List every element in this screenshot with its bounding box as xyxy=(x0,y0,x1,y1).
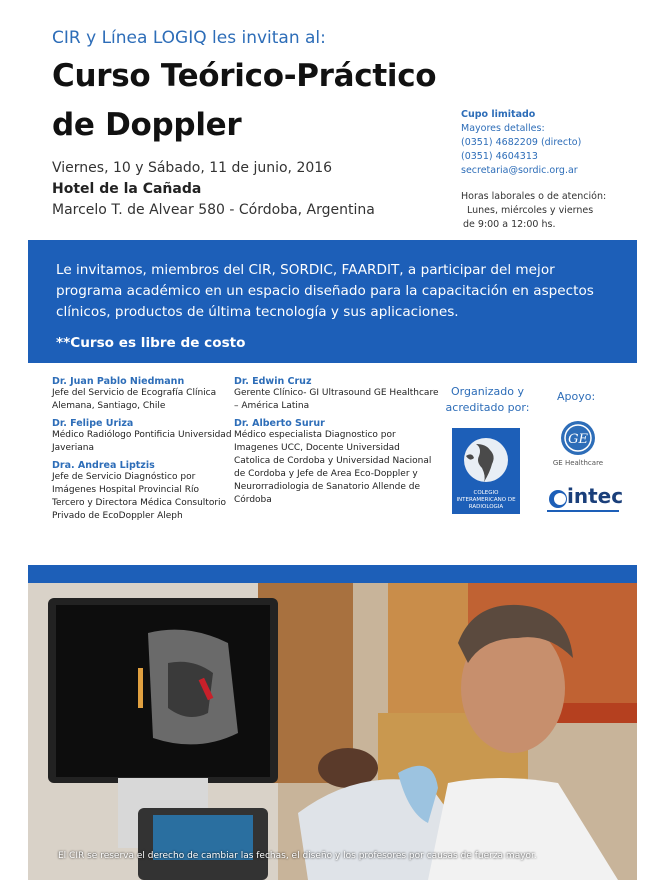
speaker xyxy=(52,376,232,413)
colegio-logo xyxy=(452,428,520,514)
invitation-banner xyxy=(28,240,637,363)
intec-logo xyxy=(547,484,624,518)
ultrasound-photo xyxy=(28,583,637,880)
speakers-column-1 xyxy=(52,376,232,528)
intec-wordmark: intec xyxy=(567,484,624,508)
speaker-name: Dr. Edwin Cruz xyxy=(234,376,312,387)
hours-label: Horas laborales o de atención: xyxy=(461,191,607,202)
speaker xyxy=(234,376,439,413)
ge-monogram-icon xyxy=(560,420,596,456)
contact-block xyxy=(461,108,656,178)
event-address: Marcelo T. de Alvear 580 - Córdoba, Argentina xyxy=(52,202,375,218)
hours-time: de 9:00 a 12:00 hs. xyxy=(463,219,556,230)
invite-line: CIR y Línea LOGIQ les invitan al: xyxy=(52,28,326,48)
disclaimer-text: El CIR se reserva el derecho de cambiar las fechas, el diseño y los profesores por causas de fuerza mayor. xyxy=(58,851,537,861)
speaker-name: Dr. Felipe Uriza xyxy=(52,418,134,429)
office-hours xyxy=(461,190,656,232)
contact-heading: Cupo limitado xyxy=(461,109,536,120)
speaker-name: Dr. Alberto Surur xyxy=(234,418,325,429)
event-date: Viernes, 10 y Sábado, 11 de junio, 2016 xyxy=(52,160,333,176)
speaker-name: Dr. Juan Pablo Niedmann xyxy=(52,376,185,387)
hours-days: Lunes, miércoles y viernes xyxy=(467,205,594,216)
speaker-name: Dra. Andrea Liptzis xyxy=(52,460,155,471)
bottom-divider-bar xyxy=(28,565,637,583)
course-title-line1: Curso Teórico-Práctico xyxy=(52,58,437,94)
contact-phone-2[interactable]: (0351) 4604313 xyxy=(461,151,538,162)
course-title-line2: de Doppler xyxy=(52,107,242,143)
speaker-desc: Jefe de Servicio Diagnóstico por Imágenes Hospital Provincial Río Tercero y Directora Médica Consultorio Privado de EcoDoppler Aleph xyxy=(52,472,227,521)
speaker xyxy=(234,418,439,507)
speaker-desc: Gerente Clínico- GI Ultrasound GE Healthcare – América Latina xyxy=(234,388,439,411)
ultrasound-scene-image xyxy=(28,583,637,880)
free-course-note: **Curso es libre de costo xyxy=(56,335,246,351)
banner-text: Le invitamos, miembros del CIR, SORDIC, FAARDIT, a participar del mejor programa académico en un espacio diseñado para la capacitación en aspectos clínicos, productos de última tecnología y sus aplicaciones. xyxy=(56,262,594,320)
contact-phone-1[interactable]: (0351) 4682209 (directo) xyxy=(461,137,582,148)
colegio-logo-text: COLEGIO INTERAMERICANO DE RADIOLOGIA xyxy=(456,490,516,510)
speaker xyxy=(52,418,232,455)
ge-caption: GE Healthcare xyxy=(552,459,604,467)
speaker-desc: Médico especialista Diagnostico por Imagenes UCC, Docente Universidad Catolica de Cordoba y Universidad Nacional de Cordoba y Jefe de Area Eco-Doppler y Neurorradiologia de Sanatorio Allende de Córdoba xyxy=(234,430,432,505)
contact-details-label: Mayores detalles: xyxy=(461,123,545,134)
speaker xyxy=(52,460,232,523)
organizer-label: Organizado y acreditado por: xyxy=(445,385,530,414)
speaker-desc: Jefe del Servicio de Ecografía Clínica Alemana, Santiago, Chile xyxy=(52,388,217,411)
speakers-column-2 xyxy=(234,376,439,512)
event-venue: Hotel de la Cañada xyxy=(52,181,202,197)
svg-text:GE: GE xyxy=(568,432,588,447)
support-label: Apoyo: xyxy=(557,390,596,403)
contact-email-link[interactable]: secretaria@sordic.org.ar xyxy=(461,165,578,176)
speaker-desc: Médico Radiólogo Pontificia Universidad Javeriana xyxy=(52,430,232,453)
ge-logo xyxy=(560,420,596,460)
